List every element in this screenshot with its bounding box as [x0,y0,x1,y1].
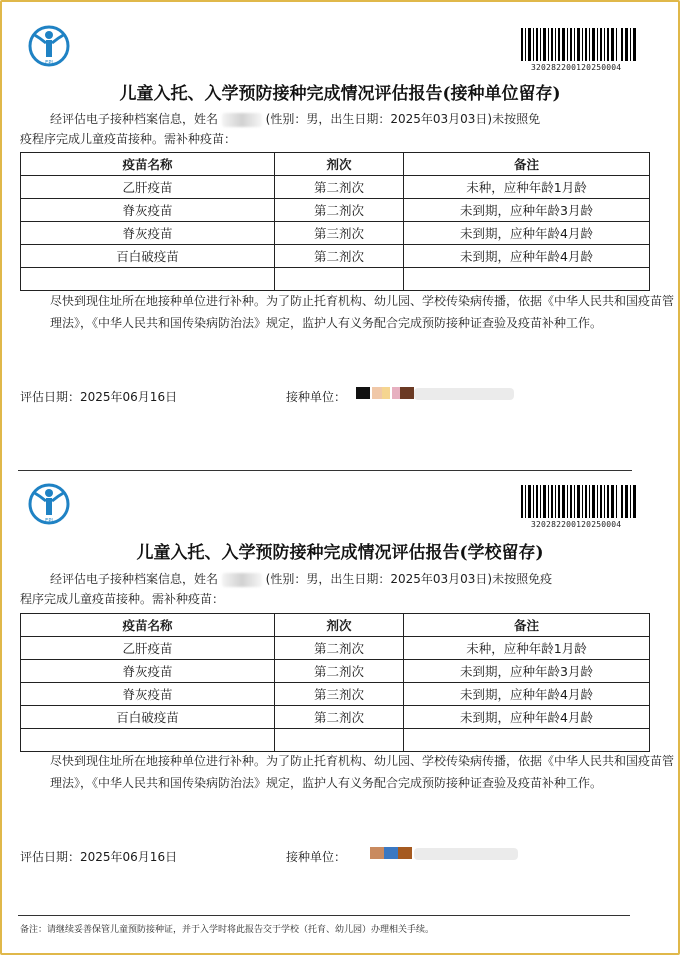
section-divider [18,470,632,471]
barcode-number: 320282200120250004 [531,63,622,72]
column-header-remark: 备注 [404,614,650,637]
vaccine-name-cell: 乙肝疫苗 [21,176,275,199]
table-row [21,706,650,729]
table-row [21,245,650,268]
intro-part-b: (性别：男，出生日期：2025年03月03日)未按照免疫 [265,572,553,586]
intro-text-line2: 疫程序完成儿童疫苗接种。需补种疫苗： [20,132,237,146]
footer-divider [18,915,630,916]
redacted-unit-name [356,386,516,402]
vaccine-name-cell: 脊灰疫苗 [21,660,275,683]
vaccination-logo-icon [28,24,70,68]
vaccination-logo-icon [28,482,70,526]
vaccine-table [20,152,650,291]
intro-text [20,568,680,590]
redacted-name [222,113,262,127]
vaccine-name-cell: 脊灰疫苗 [21,199,275,222]
dose-cell: 第二剂次 [275,176,404,199]
intro-text-line2: 程序完成儿童疫苗接种。需补种疫苗： [20,592,225,606]
remark-cell: 未到期，应种年龄3月龄 [404,199,650,222]
remark-cell: 未到期，应种年龄4月龄 [404,683,650,706]
vaccine-name-cell: 乙肝疫苗 [21,637,275,660]
vaccine-name-cell: 百白破疫苗 [21,706,275,729]
table-row [21,199,650,222]
remark-cell: 未到期，应种年龄4月龄 [404,706,650,729]
column-header-dose: 剂次 [275,153,404,176]
intro-part-b: (性别：男，出生日期：2025年03月03日)未按照免 [265,112,541,126]
evaluation-date: 评估日期：2025年06月16日 [20,850,178,864]
table-row [21,222,650,245]
redacted-name [222,573,262,587]
column-header-dose: 剂次 [275,614,404,637]
table-header-row [21,153,650,176]
dose-cell: 第三剂次 [275,683,404,706]
barcode-number: 320282200120250004 [531,520,622,529]
dose-cell: 第二剂次 [275,245,404,268]
dose-cell: 第二剂次 [275,660,404,683]
dose-cell: 第二剂次 [275,706,404,729]
report-title: 儿童入托、入学预防接种完成情况评估报告(学校留存) [136,543,544,563]
vaccination-unit-label: 接种单位： [286,390,347,404]
vaccine-table [20,613,650,752]
table-row [21,683,650,706]
closing-paragraph: 尽快到现住址所在地接种单位进行补种。为了防止托育机构、幼儿园、学校传染病传播，依据《中华人民共和国疫苗管理法》，《中华人民共和国传染病防治法》规定，监护人有义务配合完成预防接种证查验及疫苗补种工作。 [50,754,675,790]
column-header-vaccine: 疫苗名称 [21,153,275,176]
table-row-empty [21,729,650,752]
intro-part-a: 经评估电子接种档案信息，姓名 [50,572,219,586]
vaccination-unit-label: 接种单位： [286,850,347,864]
dose-cell: 第二剂次 [275,199,404,222]
table-header-row [21,614,650,637]
table-row-empty [21,268,650,291]
table-row [21,176,650,199]
evaluation-date: 评估日期：2025年06月16日 [20,390,178,404]
report-title: 儿童入托、入学预防接种完成情况评估报告(接种单位留存) [119,84,561,104]
remark-cell: 未种，应种年龄1月龄 [404,637,650,660]
remark-cell: 未到期，应种年龄4月龄 [404,222,650,245]
svg-text:EPI: EPI [45,518,53,524]
table-row [21,637,650,660]
vaccine-name-cell: 脊灰疫苗 [21,683,275,706]
vaccine-name-cell: 百白破疫苗 [21,245,275,268]
footer-note: 备注：请继续妥善保管儿童预防接种证，并于入学时将此报告交于学校（托育、幼儿园）办理相关手续。 [20,925,435,935]
remark-cell: 未种，应种年龄1月龄 [404,176,650,199]
dose-cell: 第三剂次 [275,222,404,245]
column-header-remark: 备注 [404,153,650,176]
closing-paragraph: 尽快到现住址所在地接种单位进行补种。为了防止托育机构、幼儿园、学校传染病传播，依据《中华人民共和国疫苗管理法》，《中华人民共和国传染病防治法》规定，监护人有义务配合完成预防接种证查验及疫苗补种工作。 [50,294,675,330]
table-row [21,660,650,683]
dose-cell: 第二剂次 [275,637,404,660]
svg-text:EPI: EPI [45,60,53,66]
intro-part-a: 经评估电子接种档案信息，姓名 [50,112,219,126]
remark-cell: 未到期，应种年龄4月龄 [404,245,650,268]
redacted-unit-name [370,846,520,862]
column-header-vaccine: 疫苗名称 [21,614,275,637]
vaccine-name-cell: 脊灰疫苗 [21,222,275,245]
intro-text [20,108,680,130]
remark-cell: 未到期，应种年龄3月龄 [404,660,650,683]
